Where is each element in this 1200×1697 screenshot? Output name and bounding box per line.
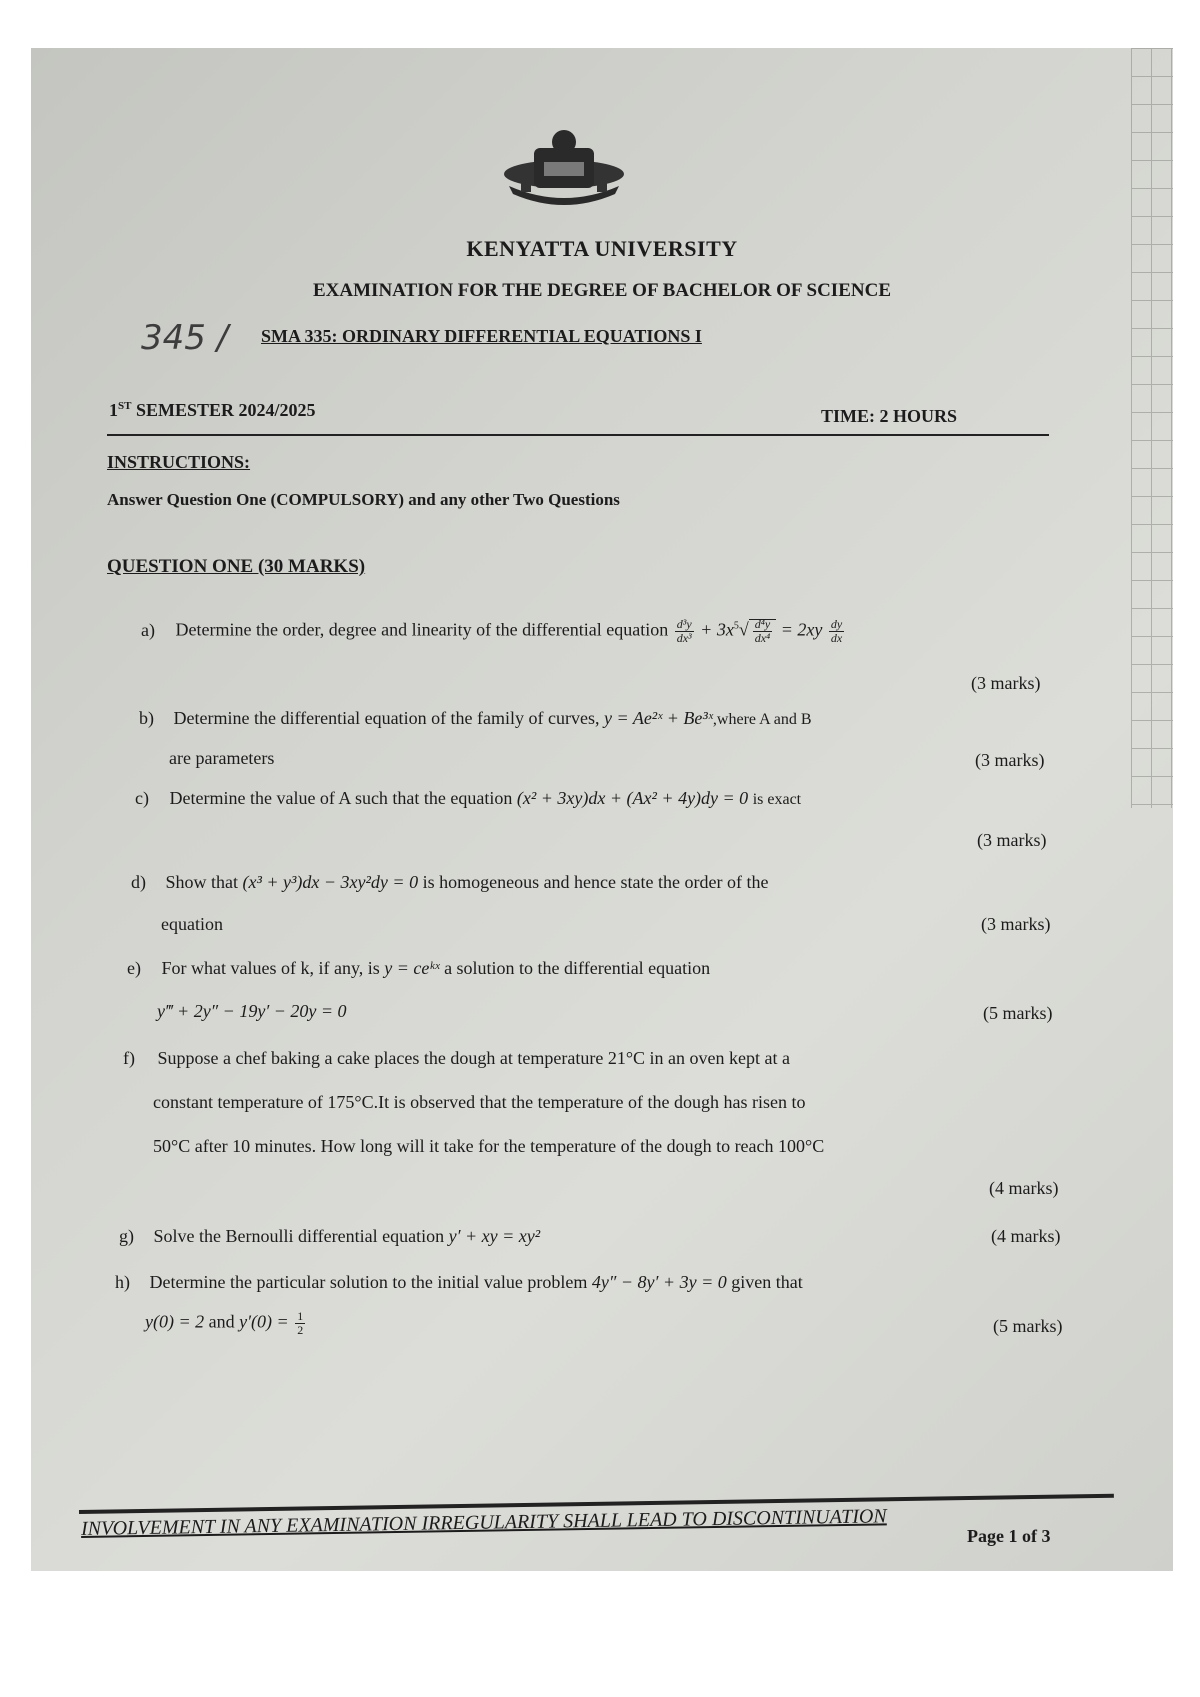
question-text: and	[208, 1311, 235, 1332]
question-text: Suppose a chef baking a cake places the dough at temperature 21°C in an oven kept at a	[157, 1048, 790, 1068]
question-text: Determine the differential equation of the family of curves,	[173, 708, 600, 728]
question-text: is homogeneous and hence state the order of the	[422, 872, 769, 892]
question-label: b)	[139, 708, 154, 728]
question-text: given that	[731, 1272, 803, 1292]
question-c	[135, 788, 801, 809]
question-f-line3: 50°C after 10 minutes. How long will it take for the temperature of the dough to reach 100°C	[153, 1136, 825, 1156]
exam-title: EXAMINATION FOR THE DEGREE OF BACHELOR OF SCIENCE	[313, 280, 891, 301]
course-title: SMA 335: ORDINARY DIFFERENTIAL EQUATIONS I	[261, 326, 702, 346]
root-index: 5	[733, 620, 739, 632]
question-text: Solve the Bernoulli differential equation	[153, 1226, 445, 1246]
question-text: For what values of k, if any, is	[161, 958, 380, 978]
university-name: KENYATTA UNIVERSITY	[466, 236, 738, 261]
marks: (4 marks)	[991, 1226, 1061, 1246]
marks: (3 marks)	[971, 673, 1041, 693]
question-label: h)	[115, 1272, 130, 1292]
question-one-heading: QUESTION ONE (30 MARKS)	[107, 556, 366, 577]
fraction	[829, 618, 844, 645]
marks: (3 marks)	[977, 830, 1047, 850]
instructions-heading: INSTRUCTIONS:	[107, 452, 251, 472]
marks: (5 marks)	[983, 1003, 1053, 1023]
question-text: Show that	[165, 872, 239, 892]
question-label: e)	[127, 958, 141, 978]
question-f	[123, 1048, 790, 1069]
question-text: is exact	[752, 791, 802, 808]
equation: (x² + 3xy)dx + (Ax² + 4y)dy = 0	[516, 788, 749, 808]
question-e-equation: y‴ + 2y″ − 19y′ − 20y = 0	[157, 1001, 347, 1021]
fraction	[675, 618, 694, 645]
question-label: d)	[131, 872, 146, 892]
scanned-page-photo	[31, 48, 1173, 1571]
instructions-text: Answer Question One (COMPULSORY) and any other Two Questions	[107, 490, 620, 509]
fraction-denominator: dx	[830, 631, 843, 645]
question-text: Determine the particular solution to the initial value problem	[149, 1272, 588, 1292]
marks: (4 marks)	[989, 1178, 1059, 1198]
header-divider	[107, 434, 1049, 436]
fraction	[295, 1310, 305, 1337]
fraction-denominator: dx³	[676, 631, 692, 645]
exam-page	[31, 48, 1173, 1571]
question-d	[131, 872, 768, 893]
question-b	[139, 708, 812, 729]
initial-condition: y(0) = 2	[145, 1311, 205, 1332]
question-g	[119, 1226, 540, 1247]
page-number: Page 1 of 3	[967, 1526, 1051, 1546]
equation-part: = 2xy	[780, 619, 823, 640]
question-text: ,where A and B	[712, 711, 812, 728]
question-label: c)	[135, 788, 149, 808]
equation: 4y″ − 8y′ + 3y = 0	[591, 1272, 727, 1292]
question-text: Determine the order, degree and linearity of the differential equation	[175, 619, 669, 640]
question-label: a)	[141, 619, 155, 640]
semester-text: SEMESTER 2024/2025	[135, 400, 316, 420]
university-crest-icon	[499, 126, 629, 216]
marks: (5 marks)	[993, 1316, 1063, 1336]
semester-suffix: ST	[118, 400, 132, 412]
equation: y = Ae²ˣ + Be³ˣ	[604, 708, 713, 728]
question-e	[127, 958, 710, 979]
fraction-denominator: dx⁴	[754, 631, 771, 645]
exam-time: TIME: 2 HOURS	[821, 406, 958, 426]
equation: (x³ + y³)dx − 3xy²dy = 0	[242, 872, 419, 892]
fraction	[753, 618, 773, 645]
question-a: a) Determine the order, degree and linearity of the differential equation $\frac{\text{d³y}}{\text{dx³}}$ + $3x^5√$ $\frac{\text{d⁴y}}{\text{dx⁴}}$ = 2xy $\frac{dy}{dx}$	[141, 617, 843, 645]
marks: (3 marks)	[975, 750, 1045, 770]
question-f-line2: constant temperature of 175°C.It is observed that the temperature of the dough has risen to	[153, 1092, 806, 1112]
handwritten-note: 345 /	[141, 318, 229, 358]
initial-condition: y′(0) =	[239, 1311, 289, 1332]
equation: y = ceᵏˣ	[384, 958, 440, 978]
fraction-numerator: d⁴y	[754, 617, 771, 631]
marks: (3 marks)	[981, 914, 1051, 934]
semester-number: 1	[109, 400, 118, 420]
fraction-denominator: 2	[297, 1323, 304, 1337]
fraction-numerator: d³y	[676, 617, 692, 631]
footer-warning: INVOLVEMENT IN ANY EXAMINATION IRREGULARITY SHALL LEAD TO DISCONTINUATION	[80, 1505, 887, 1540]
question-h	[115, 1272, 803, 1293]
question-label: g)	[119, 1226, 134, 1246]
question-text: a solution to the differential equation	[444, 958, 711, 978]
fraction-numerator: dy	[830, 617, 843, 631]
question-text: Determine the value of A such that the equation	[169, 788, 513, 808]
question-b-cont: are parameters	[169, 748, 275, 768]
question-h-conditions	[145, 1310, 307, 1337]
semester	[109, 400, 316, 421]
equation-part: + 3x	[700, 619, 734, 640]
equation: y′ + xy = xy²	[448, 1226, 541, 1246]
question-d-cont: equation	[161, 914, 223, 934]
question-label: f)	[123, 1048, 135, 1068]
fraction-numerator: 1	[297, 1309, 304, 1323]
